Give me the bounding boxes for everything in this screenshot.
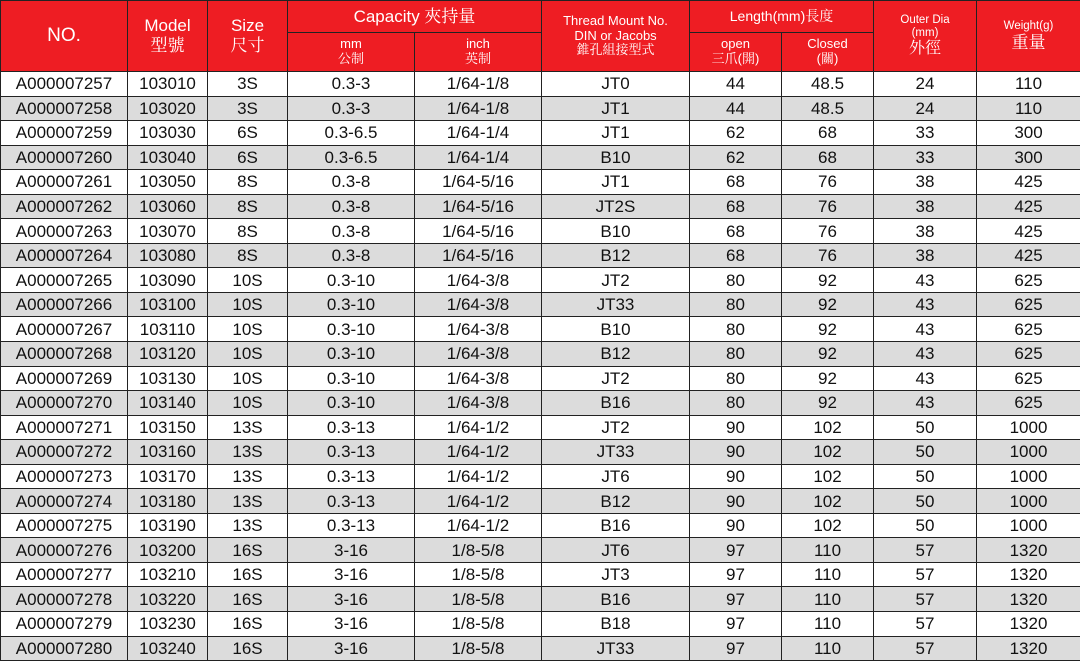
cell-thread-mount: JT1 [542, 96, 690, 121]
header-inch-zh: 英制 [464, 51, 491, 66]
cell-thread-mount: JT6 [542, 464, 690, 489]
cell-outer-dia: 57 [874, 538, 977, 563]
cell-model: 103080 [128, 243, 208, 268]
cell-model: 103150 [128, 415, 208, 440]
cell-capacity-mm: 0.3-6.5 [288, 145, 415, 170]
cell-outer-dia: 57 [874, 587, 977, 612]
cell-thread-mount: B12 [542, 243, 690, 268]
cell-outer-dia: 50 [874, 440, 977, 465]
header-size-zh: 尺寸 [230, 36, 265, 55]
cell-length-closed: 92 [782, 391, 874, 416]
cell-thread-mount: B10 [542, 145, 690, 170]
header-thread-l1: Thread Mount No. [563, 12, 668, 28]
header-size [208, 1, 288, 72]
cell-length-open: 44 [690, 72, 782, 97]
cell-weight: 1000 [977, 513, 1080, 538]
cell-no: A000007280 [1, 636, 128, 661]
cell-size: 16S [208, 612, 288, 637]
cell-capacity-inch: 1/64-1/2 [415, 464, 542, 489]
cell-capacity-mm: 0.3-13 [288, 489, 415, 514]
cell-no: A000007270 [1, 391, 128, 416]
cell-capacity-inch: 1/64-1/8 [415, 96, 542, 121]
cell-no: A000007261 [1, 170, 128, 195]
table-body [1, 72, 1080, 661]
cell-weight: 300 [977, 121, 1080, 146]
cell-size: 10S [208, 391, 288, 416]
cell-size: 6S [208, 145, 288, 170]
cell-capacity-mm: 0.3-10 [288, 317, 415, 342]
cell-length-open: 80 [690, 391, 782, 416]
cell-capacity-inch: 1/8-5/8 [415, 562, 542, 587]
cell-length-open: 90 [690, 513, 782, 538]
cell-thread-mount: JT2S [542, 194, 690, 219]
cell-weight: 625 [977, 391, 1080, 416]
cell-model: 103160 [128, 440, 208, 465]
cell-length-open: 62 [690, 145, 782, 170]
cell-capacity-mm: 0.3-3 [288, 72, 415, 97]
cell-no: A000007274 [1, 489, 128, 514]
cell-capacity-mm: 0.3-6.5 [288, 121, 415, 146]
table-row [1, 121, 1080, 146]
header-open-zh: 三爪(開) [711, 51, 760, 66]
cell-length-closed: 92 [782, 366, 874, 391]
cell-length-open: 80 [690, 342, 782, 367]
cell-length-open: 80 [690, 268, 782, 293]
cell-weight: 1320 [977, 538, 1080, 563]
cell-size: 10S [208, 268, 288, 293]
cell-capacity-mm: 0.3-13 [288, 464, 415, 489]
header-outer-l3: 外徑 [908, 40, 941, 58]
cell-capacity-inch: 1/64-1/2 [415, 489, 542, 514]
table-row [1, 292, 1080, 317]
cell-weight: 110 [977, 72, 1080, 97]
cell-thread-mount: JT33 [542, 292, 690, 317]
header-model-zh: 型號 [150, 36, 185, 55]
cell-no: A000007266 [1, 292, 128, 317]
cell-outer-dia: 38 [874, 194, 977, 219]
cell-capacity-inch: 1/64-1/4 [415, 121, 542, 146]
cell-capacity-inch: 1/64-1/4 [415, 145, 542, 170]
cell-outer-dia: 38 [874, 170, 977, 195]
cell-no: A000007269 [1, 366, 128, 391]
table-row [1, 366, 1080, 391]
cell-capacity-mm: 0.3-8 [288, 243, 415, 268]
table-row [1, 219, 1080, 244]
cell-outer-dia: 43 [874, 268, 977, 293]
cell-model: 103170 [128, 464, 208, 489]
cell-capacity-inch: 1/64-1/2 [415, 415, 542, 440]
cell-capacity-inch: 1/8-5/8 [415, 636, 542, 661]
cell-length-open: 62 [690, 121, 782, 146]
table-row [1, 145, 1080, 170]
cell-length-open: 90 [690, 464, 782, 489]
cell-capacity-inch: 1/64-1/8 [415, 72, 542, 97]
header-weight-en: Weight(g) [1003, 19, 1054, 32]
cell-model: 103220 [128, 587, 208, 612]
cell-size: 8S [208, 194, 288, 219]
cell-no: A000007262 [1, 194, 128, 219]
cell-capacity-inch: 1/64-3/8 [415, 292, 542, 317]
cell-weight: 1000 [977, 440, 1080, 465]
cell-thread-mount: JT2 [542, 268, 690, 293]
cell-length-open: 80 [690, 366, 782, 391]
table-row [1, 391, 1080, 416]
cell-weight: 1000 [977, 464, 1080, 489]
cell-model: 103060 [128, 194, 208, 219]
cell-length-open: 90 [690, 440, 782, 465]
header-inch [415, 33, 542, 72]
cell-length-closed: 92 [782, 292, 874, 317]
cell-outer-dia: 50 [874, 415, 977, 440]
cell-outer-dia: 57 [874, 636, 977, 661]
cell-size: 3S [208, 72, 288, 97]
table-row [1, 72, 1080, 97]
cell-length-closed: 102 [782, 464, 874, 489]
cell-capacity-inch: 1/64-1/2 [415, 513, 542, 538]
cell-size: 16S [208, 562, 288, 587]
cell-weight: 625 [977, 268, 1080, 293]
cell-capacity-inch: 1/8-5/8 [415, 612, 542, 637]
cell-length-closed: 110 [782, 538, 874, 563]
cell-no: A000007257 [1, 72, 128, 97]
cell-capacity-inch: 1/64-5/16 [415, 194, 542, 219]
cell-size: 16S [208, 587, 288, 612]
table-row [1, 612, 1080, 637]
cell-no: A000007276 [1, 538, 128, 563]
cell-size: 13S [208, 464, 288, 489]
cell-outer-dia: 57 [874, 612, 977, 637]
header-model-en: Model [144, 16, 191, 36]
cell-length-open: 97 [690, 538, 782, 563]
cell-size: 3S [208, 96, 288, 121]
cell-model: 103050 [128, 170, 208, 195]
cell-capacity-mm: 0.3-10 [288, 268, 415, 293]
cell-length-open: 97 [690, 612, 782, 637]
header-no: NO. [1, 1, 128, 72]
header-open-en: open [721, 36, 750, 52]
table-row [1, 489, 1080, 514]
header-open [690, 33, 782, 72]
cell-size: 10S [208, 342, 288, 367]
cell-thread-mount: B12 [542, 489, 690, 514]
table-row [1, 636, 1080, 661]
cell-outer-dia: 43 [874, 292, 977, 317]
cell-weight: 110 [977, 96, 1080, 121]
header-weight-zh: 重量 [1011, 32, 1046, 52]
cell-size: 16S [208, 538, 288, 563]
cell-no: A000007264 [1, 243, 128, 268]
cell-capacity-mm: 0.3-13 [288, 440, 415, 465]
cell-capacity-inch: 1/64-1/2 [415, 440, 542, 465]
cell-weight: 425 [977, 194, 1080, 219]
cell-no: A000007272 [1, 440, 128, 465]
cell-outer-dia: 33 [874, 121, 977, 146]
cell-thread-mount: B16 [542, 513, 690, 538]
cell-length-open: 90 [690, 415, 782, 440]
cell-size: 13S [208, 513, 288, 538]
cell-length-open: 80 [690, 317, 782, 342]
cell-length-open: 68 [690, 170, 782, 195]
cell-thread-mount: JT33 [542, 636, 690, 661]
cell-capacity-inch: 1/64-5/16 [415, 170, 542, 195]
cell-model: 103230 [128, 612, 208, 637]
cell-model: 103040 [128, 145, 208, 170]
cell-capacity-mm: 0.3-13 [288, 513, 415, 538]
cell-size: 8S [208, 170, 288, 195]
cell-length-open: 97 [690, 587, 782, 612]
cell-capacity-mm: 0.3-3 [288, 96, 415, 121]
cell-length-closed: 102 [782, 513, 874, 538]
cell-capacity-mm: 0.3-10 [288, 292, 415, 317]
header-weight [977, 1, 1080, 72]
cell-thread-mount: B16 [542, 391, 690, 416]
cell-capacity-mm: 0.3-13 [288, 415, 415, 440]
cell-thread-mount: B16 [542, 587, 690, 612]
cell-size: 13S [208, 415, 288, 440]
cell-length-closed: 68 [782, 121, 874, 146]
header-inch-en: inch [466, 36, 490, 52]
cell-weight: 1000 [977, 415, 1080, 440]
header-thread-l3: 錐孔組接型式 [576, 42, 655, 58]
cell-capacity-mm: 3-16 [288, 538, 415, 563]
header-mm-en: mm [340, 36, 362, 52]
cell-outer-dia: 43 [874, 317, 977, 342]
cell-model: 103010 [128, 72, 208, 97]
cell-outer-dia: 50 [874, 464, 977, 489]
table-row [1, 170, 1080, 195]
cell-capacity-mm: 3-16 [288, 636, 415, 661]
cell-size: 10S [208, 317, 288, 342]
cell-thread-mount: B10 [542, 317, 690, 342]
cell-no: A000007275 [1, 513, 128, 538]
cell-no: A000007268 [1, 342, 128, 367]
header-size-en: Size [230, 16, 265, 36]
cell-model: 103240 [128, 636, 208, 661]
cell-size: 16S [208, 636, 288, 661]
table-row [1, 562, 1080, 587]
cell-size: 8S [208, 219, 288, 244]
table-row [1, 513, 1080, 538]
cell-size: 6S [208, 121, 288, 146]
cell-model: 103180 [128, 489, 208, 514]
cell-length-closed: 76 [782, 243, 874, 268]
cell-no: A000007273 [1, 464, 128, 489]
cell-model: 103030 [128, 121, 208, 146]
cell-capacity-inch: 1/64-5/16 [415, 243, 542, 268]
cell-outer-dia: 38 [874, 243, 977, 268]
cell-length-closed: 92 [782, 268, 874, 293]
cell-capacity-inch: 1/64-5/16 [415, 219, 542, 244]
cell-thread-mount: JT6 [542, 538, 690, 563]
cell-length-closed: 110 [782, 636, 874, 661]
cell-length-open: 68 [690, 243, 782, 268]
header-mm-zh: 公制 [337, 51, 364, 66]
cell-weight: 1320 [977, 587, 1080, 612]
cell-capacity-mm: 3-16 [288, 562, 415, 587]
table-row [1, 96, 1080, 121]
cell-capacity-inch: 1/8-5/8 [415, 538, 542, 563]
cell-outer-dia: 33 [874, 145, 977, 170]
cell-outer-dia: 43 [874, 391, 977, 416]
cell-outer-dia: 24 [874, 72, 977, 97]
cell-model: 103140 [128, 391, 208, 416]
cell-model: 103020 [128, 96, 208, 121]
cell-model: 103210 [128, 562, 208, 587]
cell-thread-mount: B12 [542, 342, 690, 367]
cell-weight: 625 [977, 317, 1080, 342]
cell-no: A000007260 [1, 145, 128, 170]
table-row [1, 415, 1080, 440]
header-closed-zh: (關) [816, 51, 839, 66]
cell-length-closed: 92 [782, 342, 874, 367]
cell-thread-mount: JT2 [542, 415, 690, 440]
cell-no: A000007259 [1, 121, 128, 146]
cell-length-open: 90 [690, 489, 782, 514]
cell-capacity-mm: 0.3-10 [288, 391, 415, 416]
cell-length-open: 68 [690, 219, 782, 244]
cell-weight: 625 [977, 366, 1080, 391]
cell-no: A000007258 [1, 96, 128, 121]
cell-length-closed: 102 [782, 440, 874, 465]
cell-length-closed: 102 [782, 489, 874, 514]
cell-length-closed: 92 [782, 317, 874, 342]
table-row [1, 268, 1080, 293]
cell-outer-dia: 38 [874, 219, 977, 244]
cell-length-open: 44 [690, 96, 782, 121]
cell-model: 103200 [128, 538, 208, 563]
cell-weight: 1320 [977, 562, 1080, 587]
cell-capacity-inch: 1/64-3/8 [415, 366, 542, 391]
cell-model: 103100 [128, 292, 208, 317]
cell-capacity-inch: 1/64-3/8 [415, 268, 542, 293]
cell-outer-dia: 50 [874, 513, 977, 538]
table-row [1, 464, 1080, 489]
cell-capacity-mm: 3-16 [288, 612, 415, 637]
header-model [128, 1, 208, 72]
cell-length-closed: 110 [782, 612, 874, 637]
cell-capacity-mm: 0.3-8 [288, 219, 415, 244]
header-capacity: Capacity 夾持量 [288, 1, 542, 33]
table-header [1, 1, 1080, 72]
cell-no: A000007278 [1, 587, 128, 612]
header-mm [288, 33, 415, 72]
cell-weight: 1000 [977, 489, 1080, 514]
header-length: Length(mm)長度 [690, 1, 874, 33]
cell-thread-mount: JT3 [542, 562, 690, 587]
cell-capacity-inch: 1/64-3/8 [415, 342, 542, 367]
cell-size: 8S [208, 243, 288, 268]
cell-thread-mount: JT33 [542, 440, 690, 465]
cell-no: A000007279 [1, 612, 128, 637]
header-outer-l1: Outer Dia [900, 13, 950, 26]
cell-length-closed: 48.5 [782, 72, 874, 97]
header-thread-l2: DIN or Jacobs [574, 27, 657, 43]
cell-thread-mount: B10 [542, 219, 690, 244]
cell-size: 10S [208, 366, 288, 391]
cell-weight: 425 [977, 170, 1080, 195]
cell-thread-mount: JT2 [542, 366, 690, 391]
cell-size: 13S [208, 489, 288, 514]
cell-model: 103130 [128, 366, 208, 391]
cell-length-open: 68 [690, 194, 782, 219]
header-closed-en: Closed [807, 36, 848, 52]
cell-weight: 425 [977, 243, 1080, 268]
cell-length-closed: 76 [782, 170, 874, 195]
cell-outer-dia: 50 [874, 489, 977, 514]
cell-length-closed: 76 [782, 194, 874, 219]
cell-length-closed: 110 [782, 587, 874, 612]
cell-weight: 1320 [977, 636, 1080, 661]
cell-thread-mount: JT0 [542, 72, 690, 97]
cell-size: 10S [208, 292, 288, 317]
cell-outer-dia: 24 [874, 96, 977, 121]
cell-outer-dia: 43 [874, 366, 977, 391]
cell-length-closed: 48.5 [782, 96, 874, 121]
cell-weight: 625 [977, 342, 1080, 367]
table-row [1, 342, 1080, 367]
cell-thread-mount: JT1 [542, 121, 690, 146]
cell-outer-dia: 43 [874, 342, 977, 367]
cell-capacity-mm: 3-16 [288, 587, 415, 612]
cell-no: A000007265 [1, 268, 128, 293]
table-row [1, 194, 1080, 219]
cell-weight: 625 [977, 292, 1080, 317]
cell-thread-mount: JT1 [542, 170, 690, 195]
cell-no: A000007263 [1, 219, 128, 244]
cell-length-closed: 76 [782, 219, 874, 244]
header-outer-l2: (mm) [911, 26, 939, 39]
cell-model: 103110 [128, 317, 208, 342]
cell-capacity-inch: 1/64-3/8 [415, 391, 542, 416]
cell-model: 103190 [128, 513, 208, 538]
cell-length-open: 97 [690, 562, 782, 587]
cell-no: A000007277 [1, 562, 128, 587]
table-row [1, 317, 1080, 342]
cell-thread-mount: B18 [542, 612, 690, 637]
cell-weight: 1320 [977, 612, 1080, 637]
cell-no: A000007267 [1, 317, 128, 342]
cell-size: 13S [208, 440, 288, 465]
cell-capacity-mm: 0.3-10 [288, 342, 415, 367]
header-outer-dia [874, 1, 977, 72]
table-row [1, 587, 1080, 612]
table-row [1, 243, 1080, 268]
cell-capacity-mm: 0.3-8 [288, 194, 415, 219]
cell-capacity-mm: 0.3-8 [288, 170, 415, 195]
cell-no: A000007271 [1, 415, 128, 440]
cell-model: 103090 [128, 268, 208, 293]
cell-capacity-mm: 0.3-10 [288, 366, 415, 391]
cell-length-closed: 68 [782, 145, 874, 170]
cell-capacity-inch: 1/64-3/8 [415, 317, 542, 342]
cell-capacity-inch: 1/8-5/8 [415, 587, 542, 612]
header-closed [782, 33, 874, 72]
cell-model: 103070 [128, 219, 208, 244]
cell-weight: 300 [977, 145, 1080, 170]
cell-outer-dia: 57 [874, 562, 977, 587]
cell-length-closed: 110 [782, 562, 874, 587]
header-thread-mount [542, 1, 690, 72]
cell-model: 103120 [128, 342, 208, 367]
cell-weight: 425 [977, 219, 1080, 244]
table-row [1, 538, 1080, 563]
cell-length-open: 80 [690, 292, 782, 317]
table-row [1, 440, 1080, 465]
cell-length-open: 97 [690, 636, 782, 661]
cell-length-closed: 102 [782, 415, 874, 440]
